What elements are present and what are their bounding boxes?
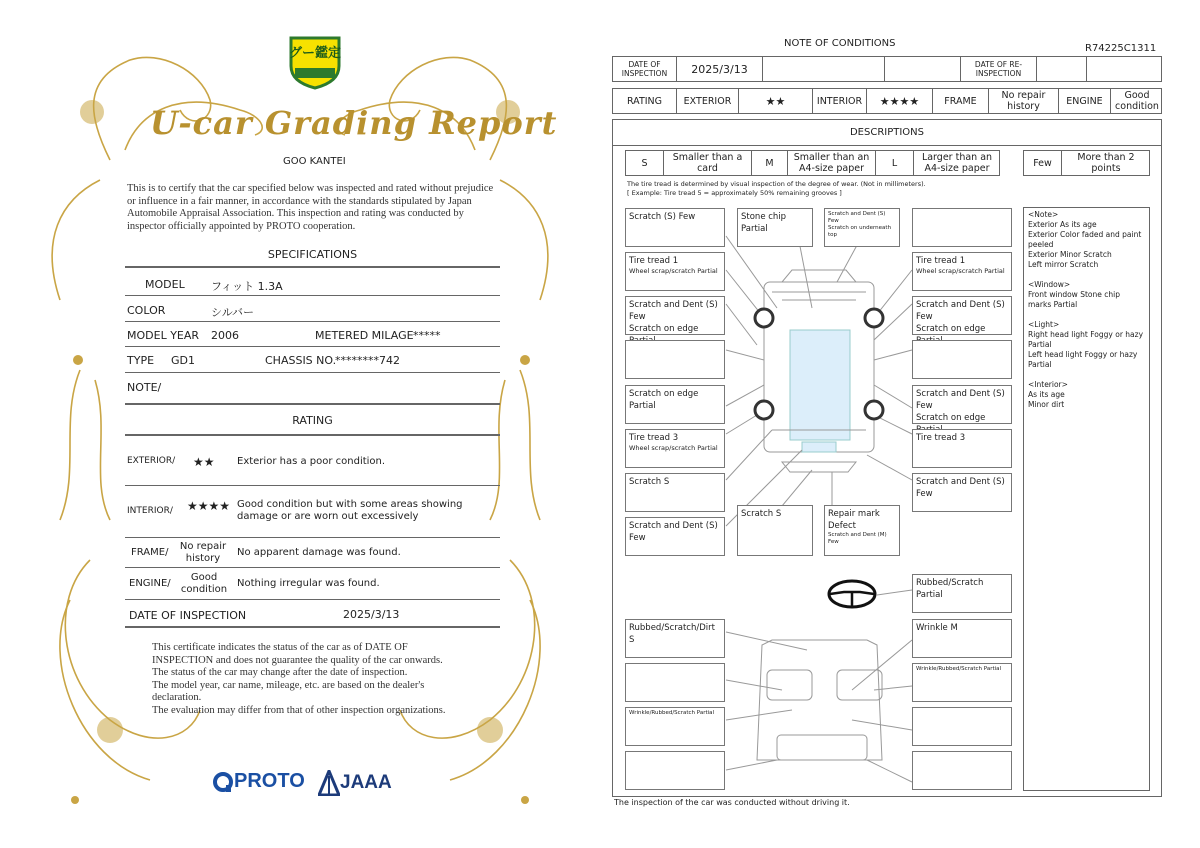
date-of-inspection-value: 2025/3/13	[677, 57, 763, 81]
interior-label: INTERIOR	[813, 89, 867, 113]
note-line: Exterior As its age	[1028, 220, 1097, 229]
milage-value: *****	[413, 329, 441, 342]
certificate-intro: This is to certify that the car specified below was inspected and rated without prejudice or influence in a fair manner, in accordance with the standards stipulated by Japan Automobile Appraisal Association. This inspection and rating was conducted by inspector officially appointed by PROTO cooperation.	[127, 183, 494, 232]
note-spacer	[1028, 370, 1145, 380]
car-front-bumper	[782, 270, 856, 282]
frame-label: FRAME/	[131, 547, 169, 558]
footer-line: The status of the car may change after the date of inspection.	[152, 667, 408, 678]
car-seat-left	[767, 670, 812, 700]
damage-label	[625, 619, 725, 658]
note-line: Left head light Foggy or hazy Partial	[1028, 350, 1138, 369]
rating-row-exterior	[125, 436, 500, 486]
car-seat-right	[837, 670, 882, 700]
sheet-footer: The inspection of the car was conducted without driving it.	[614, 798, 850, 807]
legend-key-l: L	[876, 151, 914, 175]
tread-note	[627, 180, 926, 198]
note-line: <Interior>	[1028, 380, 1068, 389]
damage-text: Rubbed/Scratch/Dirt S	[629, 623, 715, 645]
footer-line: declaration.	[152, 692, 202, 703]
proto-logo-icon	[212, 771, 234, 793]
legend-key-few: Few	[1024, 151, 1062, 175]
damage-label	[737, 208, 813, 247]
frame-label: FRAME	[933, 89, 989, 113]
color-value: シルバー	[211, 306, 254, 319]
wheel-front-right	[865, 309, 883, 327]
certificate-subtitle: GOO KANTEI	[283, 156, 346, 167]
chassis-label: CHASSIS NO.	[265, 354, 337, 367]
damage-label	[824, 505, 900, 556]
damage-label	[912, 473, 1012, 512]
exterior-label: EXTERIOR	[677, 89, 739, 113]
tread-note-line: [ Example: Tire tread 5 = approximately 50% remaining grooves ]	[627, 189, 842, 197]
damage-label	[625, 707, 725, 746]
rating-row-interior	[125, 486, 500, 538]
note-line: Minor dirt	[1028, 400, 1065, 409]
inspection-date-label: DATE OF INSPECTION	[129, 609, 247, 622]
rating-row	[612, 88, 1162, 114]
damage-label	[912, 663, 1012, 702]
damage-text: Scratch and Dent (S) Few	[916, 477, 1005, 499]
date-of-reinspection-label: DATE OF RE-INSPECTION	[961, 57, 1037, 81]
frame-desc: No apparent damage was found.	[237, 547, 401, 558]
exterior-stars: ★★	[193, 455, 215, 469]
type-label: TYPE	[127, 354, 155, 367]
model-value: フィット 1.3A	[211, 280, 283, 293]
damage-text: Scratch on edge	[916, 413, 986, 423]
note-spacer	[1028, 270, 1145, 280]
model-year-value: 2006	[211, 329, 239, 342]
damage-label	[824, 208, 900, 247]
chassis-value: ********742	[335, 354, 400, 367]
car-rear-bumper	[782, 462, 856, 472]
damage-text: Scratch and Dent (S) Few	[629, 300, 718, 322]
note-line: <Window>	[1028, 280, 1071, 289]
car-rear-seat	[777, 735, 867, 760]
footer-line: The model year, car name, mileage, etc. are based on the dealer's	[152, 679, 425, 691]
wheel-rear-right	[865, 401, 883, 419]
badge-text: グー鑑定	[288, 46, 341, 61]
rating-label: RATING	[613, 89, 677, 113]
milage-label: METERED MILAGE	[315, 329, 414, 342]
specifications-header: SPECIFICATIONS	[125, 248, 500, 268]
note-spacer	[1028, 310, 1145, 320]
damage-label	[912, 385, 1012, 424]
few-legend	[1023, 150, 1150, 176]
damage-label	[912, 296, 1012, 335]
engine-value: Good condition	[1115, 90, 1159, 112]
note-line: Exterior Minor Scratch	[1028, 250, 1112, 259]
legend-text-few: More than 2 points	[1077, 152, 1135, 174]
interior-desc: Good condition but with some areas showing damage or are worn out excessively	[237, 499, 463, 522]
spec-row-year	[125, 322, 500, 347]
spec-row-model	[125, 270, 500, 296]
interior-stars: ★★★★	[867, 89, 933, 113]
spec-row-note	[125, 373, 500, 405]
date-blank-cell	[763, 57, 885, 81]
note-line: Front window Stone chip marks Partial	[1028, 290, 1120, 309]
damage-label-empty	[912, 751, 1012, 790]
date-of-inspection-label: DATE OF INSPECTION	[613, 57, 677, 81]
damage-label	[625, 517, 725, 556]
damage-label	[625, 296, 725, 335]
exterior-desc: Exterior has a poor condition.	[237, 456, 386, 467]
frame-value: No repair history	[179, 541, 227, 564]
damage-text: Scratch on edge Partial	[629, 389, 699, 411]
damage-label	[912, 252, 1012, 291]
descriptions-header: DESCRIPTIONS	[613, 120, 1161, 146]
damage-text: Wrinkle/Rubbed/Scratch Partial	[916, 666, 1002, 672]
proto-logo-text: PROTO	[234, 770, 305, 792]
rating-row-frame	[125, 538, 500, 568]
sheet-reference: R74225C1311	[1085, 43, 1157, 54]
engine-value: Good condition	[180, 572, 228, 595]
damage-label-empty	[625, 663, 725, 702]
legend-text-m: Smaller than an A4-size paper	[788, 151, 876, 175]
damage-text: Stone chip Partial	[741, 212, 787, 234]
damage-label	[625, 429, 725, 468]
damage-text: Wrinkle/Rubbed/Scratch Partial	[629, 710, 715, 716]
footer-line: This certificate indicates the status of the car as of DATE OF	[152, 642, 408, 653]
damage-text: Tire tread 1	[916, 256, 966, 266]
damage-text: Tire tread 3	[916, 433, 966, 443]
legend-text-s: Smaller than a card	[664, 151, 752, 175]
note-line: <Note>	[1028, 210, 1059, 219]
footer-line: INSPECTION and does not guarantee the quality of the car onwards.	[152, 654, 443, 666]
exterior-stars: ★★	[739, 89, 813, 113]
damage-text: Scratch on underneath top	[828, 225, 892, 238]
note-line: Exterior Color faded and paint peeled	[1028, 230, 1142, 249]
badge-shield-icon	[287, 32, 343, 90]
damage-text: Scratch and Dent (S) Few	[828, 211, 886, 224]
footer-line: The evaluation may differ from that of other inspection organizations.	[152, 704, 446, 716]
note-line: Right head light Foggy or hazy Partial	[1028, 330, 1144, 349]
damage-text: Scratch (S) Few	[629, 212, 696, 222]
damage-text: Repair mark Defect	[828, 509, 880, 531]
damage-text: Tire tread 3	[629, 433, 679, 443]
damage-text: Scratch on edge	[629, 324, 699, 334]
size-legend	[625, 150, 1000, 176]
damage-text: Scratch and Dent (M) Few	[828, 532, 887, 545]
frame-value: No repair history	[989, 89, 1059, 113]
rating-row-date	[125, 600, 500, 628]
jaaa-logo-text: JAAA	[340, 772, 392, 793]
type-value: GD1	[171, 354, 195, 367]
note-line: <Light>	[1028, 320, 1060, 329]
damage-label-empty	[912, 208, 1012, 247]
jaaa-logo	[318, 770, 392, 796]
damage-text: Wheel scrap/scratch Partial	[916, 267, 1005, 275]
damage-label-empty	[912, 707, 1012, 746]
damage-text: Rubbed/Scratch Partial	[916, 578, 984, 600]
interior-stars: ★★★★	[187, 499, 231, 513]
damage-text: Wheel scrap/scratch Partial	[629, 267, 718, 275]
damage-label	[912, 619, 1012, 658]
damage-label	[625, 252, 725, 291]
damage-label	[625, 385, 725, 424]
damage-label-empty	[625, 340, 725, 379]
damage-text: Scratch and Dent (S) Few	[629, 521, 718, 543]
damage-label	[912, 429, 1012, 468]
engine-label: ENGINE/	[129, 578, 171, 589]
damage-text: Wheel scrap/scratch Partial	[629, 444, 718, 452]
legend-key-m: M	[752, 151, 788, 175]
notes-column	[1023, 207, 1150, 791]
interior-label: INTERIOR/	[127, 506, 173, 516]
note-line: As its age	[1028, 390, 1065, 399]
jaaa-logo-icon	[318, 770, 340, 796]
spec-row-color	[125, 296, 500, 322]
car-glass-roof	[790, 330, 850, 440]
car-rear-window	[802, 442, 836, 452]
certificate-footer	[152, 642, 446, 717]
legend-key-s: S	[626, 151, 664, 175]
certificate-title: U-car Grading Report	[150, 104, 558, 142]
note-line: Left mirror Scratch	[1028, 260, 1099, 269]
damage-text: Scratch and Dent (S) Few	[916, 300, 1005, 322]
color-label: COLOR	[127, 304, 166, 317]
damage-text: Tire tread 1	[629, 256, 679, 266]
reinspection-value	[1037, 57, 1087, 81]
damage-label	[625, 473, 725, 512]
engine-desc: Nothing irregular was found.	[237, 578, 380, 589]
damage-text: Scratch S	[629, 477, 670, 487]
wheel-front-left	[755, 309, 773, 327]
damage-text: Scratch and Dent (S) Few	[916, 389, 1005, 411]
damage-label-empty	[625, 751, 725, 790]
damage-label	[737, 505, 813, 556]
exterior-label: EXTERIOR/	[127, 456, 176, 466]
damage-label	[912, 574, 1012, 613]
date-blank-cell	[885, 57, 961, 81]
engine-label: ENGINE	[1059, 89, 1111, 113]
inspection-date-value: 2025/3/13	[343, 608, 400, 621]
note-label: NOTE/	[127, 381, 162, 394]
model-year-label: MODEL YEAR	[127, 329, 200, 342]
inspection-date-row	[612, 56, 1162, 82]
spec-row-type	[125, 347, 500, 373]
model-label: MODEL	[145, 278, 185, 291]
goo-kantei-badge	[287, 32, 343, 90]
damage-text: Scratch on edge	[916, 324, 986, 334]
legend-text-l: Larger than an A4-size paper	[921, 152, 993, 174]
wheel-rear-left	[755, 401, 773, 419]
damage-text: Wrinkle M	[916, 623, 958, 633]
damage-label-empty	[912, 340, 1012, 379]
proto-logo	[212, 770, 305, 793]
steering-wheel-icon	[829, 581, 875, 607]
damage-label	[625, 208, 725, 247]
rating-header: RATING	[125, 412, 500, 436]
sheet-title: NOTE OF CONDITIONS	[784, 38, 896, 49]
damage-text: Scratch S	[741, 509, 782, 519]
tread-note-line: The tire tread is determined by visual inspection of the degree of wear. (Not in millimeters).	[627, 180, 926, 188]
rating-row-engine	[125, 568, 500, 600]
